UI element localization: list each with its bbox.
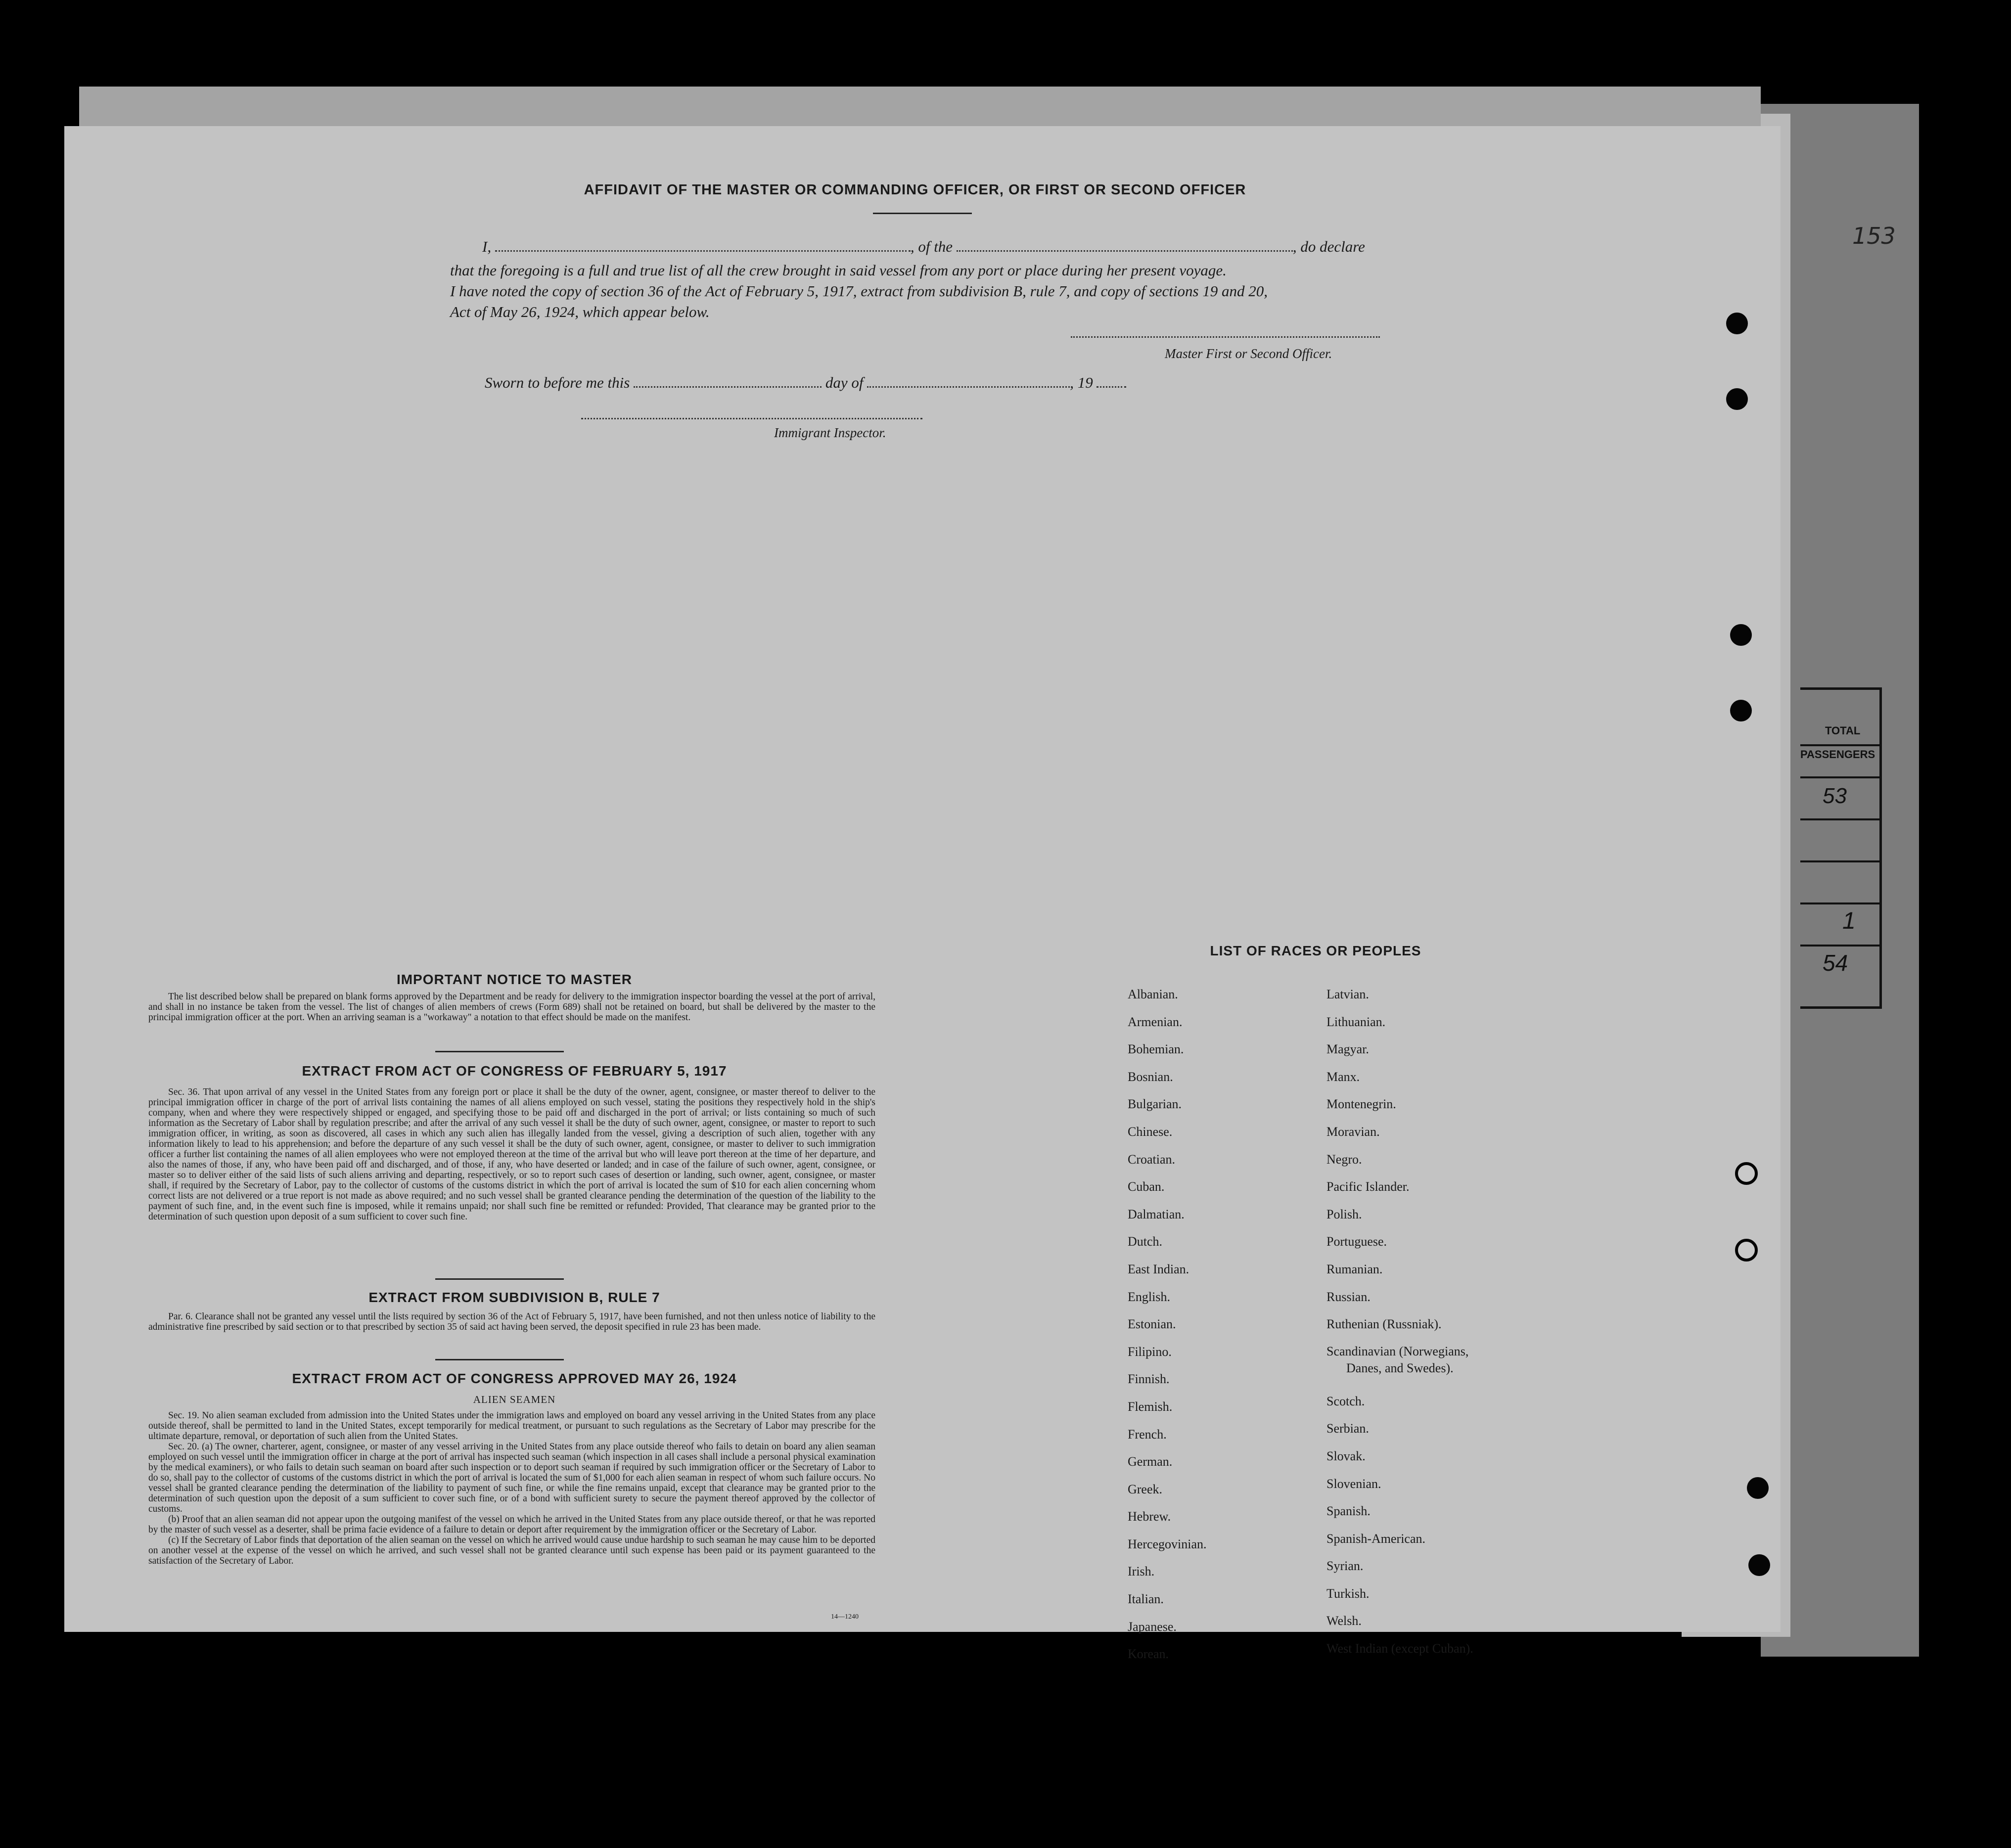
section-20c-text: (c) If the Secretary of Labor finds that deportation of the alien seaman on the vessel on which he arrived would cause undue hardship to such seaman he may cause him to be deported on another vessel at the expense of the vessel on which he arrived, and such vessel shall not be granted clearance until such expense has been paid or its payment guaranteed to the satisfaction of the Secretary of Labor. [148, 1535, 875, 1566]
race-item: Bulgarian. [1128, 1097, 1182, 1112]
race-item: Serbian. [1326, 1421, 1369, 1436]
extract-rule7-body [148, 1311, 875, 1332]
race-item: Montenegrin. [1326, 1097, 1396, 1112]
punch-hole [1730, 624, 1752, 646]
extract-1924-body [148, 1410, 875, 1566]
sworn-day-blank [634, 386, 822, 388]
table-header-passengers: PASSENGERS [1800, 748, 1875, 761]
races-title: LIST OF RACES OR PEOPLES [1210, 943, 1421, 958]
race-item: Irish. [1128, 1564, 1155, 1579]
divider [435, 1278, 564, 1280]
race-item: Chinese. [1128, 1124, 1173, 1139]
affidavit-title: AFFIDAVIT OF THE MASTER OR COMMANDING OFFICER, OR FIRST OR SECOND OFFICER [584, 182, 1246, 198]
race-item: West Indian (except Cuban). [1326, 1641, 1473, 1656]
race-item: Spanish-American. [1326, 1531, 1426, 1546]
handwritten-total-53: 53 [1823, 784, 1847, 808]
race-item: Filipino. [1128, 1344, 1172, 1359]
sworn-day-of: day of [825, 374, 864, 391]
punch-hole [1735, 1239, 1758, 1262]
race-item: Cuban. [1128, 1179, 1165, 1194]
races-left-column [1128, 981, 1207, 1668]
extract-1917-title: EXTRACT FROM ACT OF CONGRESS OF FEBRUARY 5, 1917 [302, 1063, 727, 1079]
race-item: Spanish. [1326, 1504, 1371, 1519]
race-item: Turkish. [1326, 1586, 1370, 1601]
punch-hole [1747, 1477, 1769, 1499]
vessel-blank [957, 250, 1293, 252]
inspector-signature-line [581, 418, 922, 419]
punch-hole [1735, 1162, 1758, 1185]
notice-text: The list described below shall be prepared on blank forms approved by the Department and be ready for delivery to the immigration inspector boarding the vessel at the port of arrival, and shall in no instance be taken from the vessel. The list of changes of alien members of crews (Form 689) shall not be retained on board, but shall be delivered by the master to the principal immigration officer at the port. When an arriving seaman is a "workaway" a notation to that effect should be made on the manifest. [148, 992, 875, 1023]
race-item: German. [1128, 1454, 1173, 1469]
race-item: Bosnian. [1128, 1069, 1173, 1084]
sworn-month-blank [867, 386, 1070, 388]
race-item: Hebrew. [1128, 1509, 1171, 1524]
race-item: Estonian. [1128, 1317, 1176, 1332]
form-number: 14—1240 [831, 1613, 859, 1621]
manifest-page [64, 126, 1781, 1632]
race-item: Italian. [1128, 1592, 1164, 1607]
race-item: Japanese. [1128, 1619, 1177, 1634]
section-36-text: Sec. 36. That upon arrival of any vessel in the United States from any foreign port or place it shall be the duty of the owner, agent, consignee, or master thereof to deliver to the principal immigration officer in charge of the port of arrival lists containing the names of all aliens employed on such vessel, stating the positions they respectively hold in the ship's company, when and where they were respectively shipped or engaged, and specifying those to be paid off and discharged in the port of arrival; or lists containing so much of such information as the Secretary of Labor shall by regulation prescribe; and after the arrival of any such vessel it shall be the duty of such owner, agent, consignee, or master to report to such immigration officer, in writing, as soon as discovered, all cases in which any such alien has illegally landed from the vessel, giving a description of such alien, together with any information likely to lead to his apprehension; and before the departure of any such vessel it shall be the duty of such owner, agent, consignee, or master to deliver to such immigration officer a further list containing the names of all alien employees who were not employed thereon at the time of the arrival but who will leave port thereon at the time of her departure, and also the names of those, if any, who have been paid off and discharged, and of those, if any, who have deserted or landed; and in case of the failure of such owner, agent, consignee, or master so to deliver either of the said lists of such aliens arriving and departing, respectively, or so to report such cases of desertion or landing, such owner, agent, consignee, or master shall, if required by the Secretary of Labor, pay to the collector of customs of the customs district in which the port of arrival is located the sum of $10 for each alien concerning whom correct lists are not delivered or a true report is not made as above required; and no such vessel shall be granted clearance pending the determination of the question of the liability to the payment of such fine, and, in the event such fine is imposed, while it remains unpaid; nor shall such fine be remitted or refunded: Provided, That clearance may be granted prior to the determination of such question upon deposit of a sum sufficient to cover such fine. [148, 1087, 875, 1222]
race-item: Slovak. [1326, 1448, 1366, 1463]
race-item: Latvian. [1326, 987, 1369, 1001]
notice-title: IMPORTANT NOTICE TO MASTER [396, 972, 633, 987]
race-item: Polish. [1326, 1207, 1362, 1221]
race-item: Russian. [1326, 1289, 1371, 1304]
affidavit-line-4: Act of May 26, 1924, which appear below. [450, 303, 710, 320]
race-item: East Indian. [1128, 1262, 1189, 1276]
race-item: Portuguese. [1326, 1234, 1387, 1249]
race-item: Rumanian. [1326, 1262, 1383, 1276]
sworn-text: Sworn to before me this [485, 374, 630, 391]
race-item: Ruthenian (Russniak). [1326, 1317, 1442, 1332]
race-item: Slovenian. [1326, 1476, 1381, 1491]
page-number: 153 [1852, 223, 1896, 249]
extract-1924-title: EXTRACT FROM ACT OF CONGRESS APPROVED MAY 26, 1924 [292, 1371, 737, 1386]
race-item: Pacific Islander. [1326, 1179, 1410, 1194]
affidavit-of-the: , of the [910, 238, 953, 255]
section-20b-text: (b) Proof that an alien seaman did not appear upon the outgoing manifest of the vessel on which he arrived in the United States from any place outside thereof, or that he was reported by the master of such vessel as a deserter, shall be prima facie evidence of a failure to detain or deport after requirement by the immigration officer or the Secretary of Labor. [148, 1514, 875, 1535]
race-item: Welsh. [1326, 1614, 1362, 1628]
affidavit-line-3: I have noted the copy of section 36 of the Act of February 5, 1917, extract from subdivision B, rule 7, and copy of sections 19 and 20, [450, 282, 1268, 300]
par-6-text: Par. 6. Clearance shall not be granted any vessel until the lists required by section 36 of the Act of February 5, 1917, have been furnished, and not then unless notice of liability to the administrative fine prescribed by said section or to that prescribed by section 35 of said act having been served, the deposit specified in rule 23 has been made. [148, 1311, 875, 1332]
race-item: Moravian. [1326, 1124, 1380, 1139]
name-blank [495, 250, 911, 252]
sworn-year: , 19 [1070, 374, 1093, 391]
race-item: Dalmatian. [1128, 1207, 1185, 1221]
race-item: French. [1128, 1427, 1167, 1442]
handwritten-total-54: 54 [1823, 950, 1848, 976]
punch-hole [1726, 313, 1748, 334]
extract-rule7-title: EXTRACT FROM SUBDIVISION B, RULE 7 [368, 1290, 660, 1305]
divider [435, 1051, 564, 1052]
race-item: Hercegovinian. [1128, 1536, 1207, 1551]
alien-seamen-subtitle: ALIEN SEAMEN [473, 1394, 556, 1405]
notice-body [148, 992, 875, 1023]
affidavit-declare: , do declare [1292, 238, 1365, 255]
race-item: Croatian. [1128, 1152, 1176, 1167]
punch-hole [1726, 388, 1748, 410]
race-item: Armenian. [1128, 1014, 1183, 1029]
section-19-text: Sec. 19. No alien seaman excluded from admission into the United States under the immigration laws and employed on board any vessel arriving in the United States from any place outside thereof, shall be permitted to land in the United States, except temporarily for medical treatment, or pursuant to such regulations as the Secretary of Labor may prescribe for the ultimate departure, removal, or deportation of such alien from the United States. [148, 1410, 875, 1442]
race-item: Syrian. [1326, 1559, 1364, 1574]
punch-hole [1730, 700, 1752, 721]
race-item: Danes, and Swedes). [1346, 1360, 1454, 1375]
race-item: Korean. [1128, 1647, 1169, 1662]
handwritten-total-1: 1 [1842, 908, 1856, 934]
race-item: English. [1128, 1289, 1170, 1304]
race-item: Manx. [1326, 1069, 1360, 1084]
underlying-sheet-top [79, 87, 1761, 131]
inspector-signature-label: Immigrant Inspector. [774, 425, 886, 440]
race-item: Scotch. [1326, 1394, 1365, 1408]
affidavit-declaration-line [482, 235, 1397, 259]
divider [435, 1359, 564, 1360]
section-20a-text: Sec. 20. (a) The owner, charterer, agent, consignee, or master of any vessel arriving in the United States from any place outside thereof who fails to detain on board any alien seaman employed on such vessel until the immigration officer in charge at the port of arrival has inspected such seaman (which inspection in all cases shall include a personal physical examination by the medical examiners), or who fails to detain such seaman on board after such inspection or to deport such seaman if required by such immigration officer or the Secretary of Labor to do so, shall pay to the collector of customs of the customs district in which the port of arrival is located the sum of $1,000 for each alien seaman in respect of whom such failure occurs. No vessel shall be granted clearance pending the determination of the liability to payment of such fine, or while the fine remains unpaid, except that clearance may be granted prior to the determination of such question upon the deposit of a sum sufficient to cover such fine, or of a bond with sufficient surety to secure the payment thereof approved by the collector of customs. [148, 1442, 875, 1514]
divider [873, 213, 972, 214]
extract-1917-body [148, 1087, 875, 1222]
sworn-line [485, 371, 1126, 395]
race-item: Finnish. [1128, 1372, 1170, 1387]
race-item: Albanian. [1128, 987, 1178, 1001]
race-item: Scandinavian (Norwegians, [1326, 1344, 1469, 1358]
race-item: Bohemian. [1128, 1042, 1184, 1057]
race-item: Negro. [1326, 1152, 1362, 1167]
punch-hole [1748, 1554, 1770, 1576]
master-signature-line [1071, 336, 1380, 338]
races-right-column [1326, 981, 1473, 1663]
affidavit-i: I, [482, 238, 492, 255]
master-signature-label: Master First or Second Officer. [1165, 346, 1332, 361]
race-item: Lithuanian. [1326, 1014, 1386, 1029]
race-item: Dutch. [1128, 1234, 1163, 1249]
table-header-total: TOTAL [1825, 724, 1861, 737]
race-item: Greek. [1128, 1482, 1163, 1496]
race-item: Magyar. [1326, 1042, 1369, 1057]
affidavit-line-2: that the foregoing is a full and true list of all the crew brought in said vessel from any port or place during her present voyage. [450, 262, 1227, 279]
sworn-year-blank [1097, 386, 1126, 388]
total-passengers-box [1800, 687, 1882, 1009]
race-item: Flemish. [1128, 1399, 1173, 1414]
